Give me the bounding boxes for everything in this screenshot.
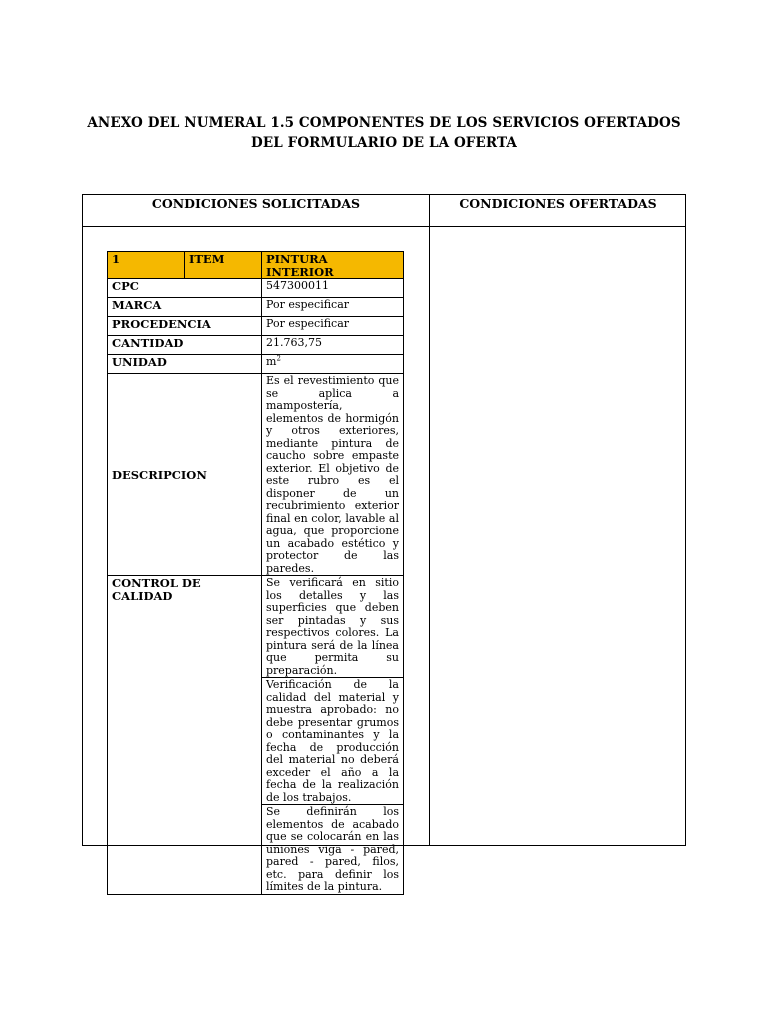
spec-row-cantidad (108, 336, 404, 355)
column-divider (429, 195, 430, 845)
spec-value-control-calidad-2: Verificación de la calidad del material y muestra aprobado: no debe presentar grumos o contaminantes y la fecha de producción del material no deberá exceder el año a la fecha de la realización de los trabajos. (262, 678, 404, 805)
column-header-solicitadas: CONDICIONES SOLICITADAS (151, 196, 361, 211)
title-line-1: ANEXO DEL NUMERAL 1.5 COMPONENTES DE LOS SERVICIOS OFERTADOS (87, 115, 681, 131)
spec-value-marca: Por especificar (262, 298, 404, 317)
spec-row-control-calidad (108, 576, 404, 678)
spec-row-descripcion (108, 374, 404, 576)
column-header-ofertadas: CONDICIONES OFERTADAS (459, 196, 657, 211)
spec-value-cantidad: 21.763,75 (262, 336, 404, 355)
spec-value-control-calidad-1: Se verificará en sitio los detalles y las superficies que deben ser pintadas y sus respectivos colores. La pintura será de la línea que permita su preparación. (262, 576, 404, 678)
spec-label-control-calidad: CONTROL DE CALIDAD (108, 576, 262, 895)
spec-label-cantidad: CANTIDAD (108, 336, 262, 355)
item-value: PINTURA INTERIOR (262, 252, 404, 279)
title-line-2: DEL FORMULARIO DE LA OFERTA (251, 135, 517, 151)
spec-value-procedencia: Por especificar (262, 317, 404, 336)
header-divider (83, 226, 685, 227)
spec-row-unidad (108, 355, 404, 374)
unit-superscript: 2 (276, 354, 281, 363)
spec-label-unidad: UNIDAD (108, 355, 262, 374)
spec-row-procedencia (108, 317, 404, 336)
spec-label-cpc: CPC (108, 279, 262, 298)
item-spec-table (107, 251, 404, 895)
spec-value-unidad (262, 355, 404, 374)
spec-label-procedencia: PROCEDENCIA (108, 317, 262, 336)
spec-value-control-calidad-3: Se definirán los elementos de acabado que se colocarán en las uniones viga - pared, pared - pared, filos, etc. para definir los límites de la pintura. (262, 805, 404, 895)
spec-row-cpc (108, 279, 404, 298)
spec-value-descripcion: Es el revestimiento que se aplica a mampostería, elementos de hormigón y otros exteriores, mediante pintura de caucho sobre empaste exterior. El objetivo de este rubro es el disponer de un recubrimiento exterior final en color, lavable al agua, que proporcione un acabado estético y protector de las paredes. (262, 374, 404, 576)
unit-base: m (266, 355, 277, 368)
spec-row-marca (108, 298, 404, 317)
spec-header-row (108, 252, 404, 279)
spec-value-cpc: 547300011 (262, 279, 404, 298)
spec-label-descripcion: DESCRIPCION (108, 374, 262, 576)
document-title (0, 113, 768, 153)
item-number: 1 (108, 252, 185, 279)
item-label: ITEM (185, 252, 262, 279)
spec-label-marca: MARCA (108, 298, 262, 317)
